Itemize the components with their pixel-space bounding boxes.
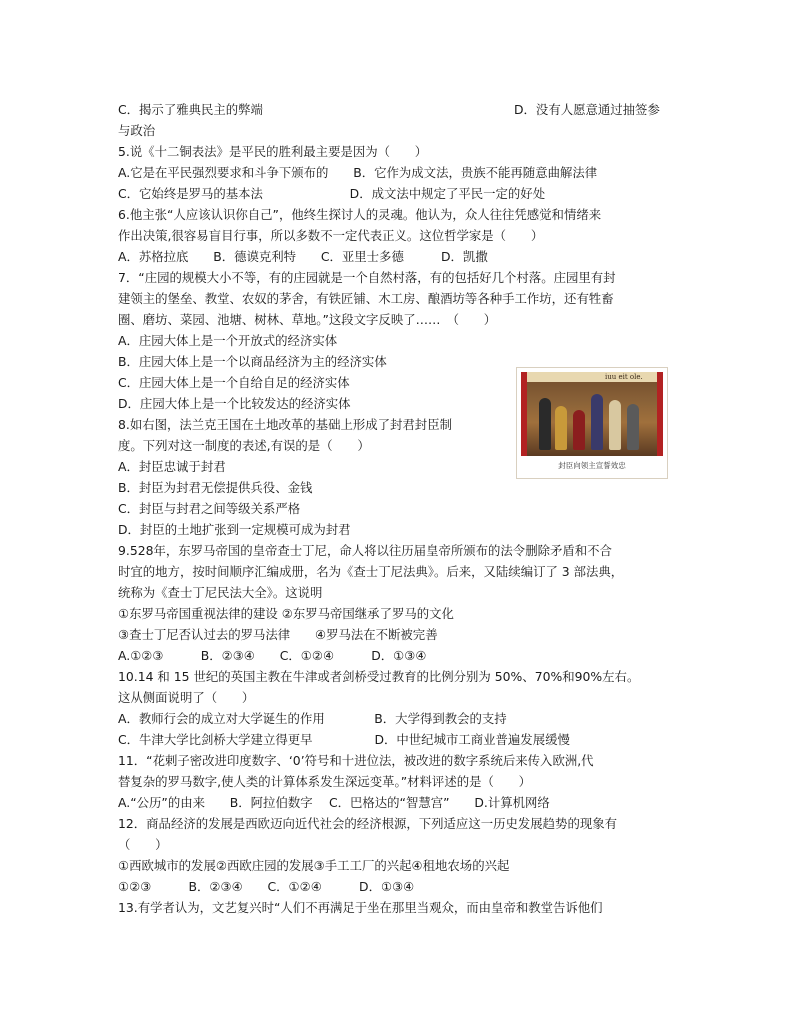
text-line: 7．“庄园的规模大小不等，有的庄园就是一个自然村落，有的包括好几个村落。庄园里有封 (118, 270, 616, 285)
text-line: D．没有人愿意通过抽签参 (514, 102, 660, 117)
figure-person (591, 394, 603, 450)
feudal-oath-illustration (521, 372, 663, 456)
text-line: A．教师行会的成立对大学诞生的作用 B．大学得到教会的支持 (118, 711, 507, 726)
text-line: 9.528年，东罗马帝国的皇帝查士丁尼，命人将以往历届皇帝所颁布的法令删除矛盾和不合 (118, 543, 612, 558)
figure-person (573, 410, 585, 450)
text-line: 12．商品经济的发展是西欧迈向近代社会的经济根源，下列适应这一历史发展趋势的现象有 (118, 816, 618, 831)
text-line: 10.14 和 15 世纪的英国主教在牛津或者剑桥受过教育的比例分别为 50%、70%和90%左右。 (118, 669, 640, 684)
text-line: C．它始终是罗马的基本法 D．成文法中规定了平民一定的好处 (118, 186, 546, 201)
figure-caption: 封臣向领主宣誓效忠 (558, 461, 626, 470)
feudal-oath-figure (516, 367, 668, 479)
figure-person (555, 406, 567, 450)
text-line: ①②③ B．②③④ C．①②④ D．①③④ (118, 879, 415, 894)
text-line: 8.如右图，法兰克王国在土地改革的基础上形成了封君封臣制 (118, 417, 452, 432)
text-line: A．封臣忠诚于封君 (118, 459, 226, 474)
text-line: D．庄园大体上是一个比较发达的经济实体 (118, 396, 351, 411)
text-line: 13.有学者认为，文艺复兴时“人们不再满足于坐在那里当观众，而由皇帝和教堂告诉他们 (118, 900, 603, 915)
text-line: 建领主的堡垒、教堂、农奴的茅舍，有铁匠铺、木工房、酿酒坊等各种手工作坊，还有牲畜 (118, 291, 614, 306)
text-line: C．揭示了雅典民主的弊端 (118, 102, 263, 117)
text-line: 度。下列对这一制度的表述,有误的是（ ） (118, 438, 370, 453)
text-line: 11．“花剌子密改进印度数字、‘0’符号和十进位法，被改进的数字系统后来传入欧洲,代 (118, 753, 594, 768)
text-line: B．封臣为封君无偿提供兵役、金钱 (118, 480, 313, 495)
illustration-inscription: iuu eit ole. (605, 373, 643, 381)
text-line: D．封臣的土地扩张到一定规模可成为封君 (118, 522, 351, 537)
text-line: C．庄园大体上是一个自给自足的经济实体 (118, 375, 350, 390)
text-line: 时宜的地方，按时间顺序汇编成册，名为《查士丁尼法典》。后来，又陆续编订了 3 部法典， (118, 564, 624, 579)
text-line: A.①②③ B．②③④ C．①②④ D．①③④ (118, 648, 427, 663)
text-line: A.“公历”的由来 B．阿拉伯数字 C．巴格达的“智慧宫” D.计算机网络 (118, 795, 550, 810)
figure-person (539, 398, 551, 450)
text-line: B．庄园大体上是一个以商品经济为主的经济实体 (118, 354, 387, 369)
text-line: 替复杂的罗马数字,使人类的计算体系发生深远变革。”材料评述的是（ ） (118, 774, 532, 789)
text-line: （ ） (118, 837, 168, 852)
text-line: 作出决策,很容易盲目行事，所以多数不一定代表正义。这位哲学家是（ ） (118, 228, 544, 243)
figure-person (609, 400, 621, 450)
text-line: C．牛津大学比剑桥大学建立得更早 D．中世纪城市工商业普遍发展缓慢 (118, 732, 570, 747)
text-line: 6.他主张“人应该认识你自己”，他终生探讨人的灵魂。他认为，众人往往凭感觉和情绪来 (118, 207, 602, 222)
text-line: 这从侧面说明了（ ） (118, 690, 255, 705)
figure-person (627, 404, 639, 450)
text-line: A．庄园大体上是一个开放式的经济实体 (118, 333, 338, 348)
text-line: 统称为《查士丁尼民法大全》。这说明 (118, 585, 323, 600)
text-line: 与政治 (118, 123, 156, 138)
text-line: ①西欧城市的发展②西欧庄园的发展③手工工厂的兴起④租地农场的兴起 (118, 858, 510, 873)
text-line: ①东罗马帝国重视法律的建设 ②东罗马帝国继承了罗马的文化 (118, 606, 454, 621)
text-line: C．封臣与封君之间等级关系严格 (118, 501, 301, 516)
text-line: 5.说《十二铜表法》是平民的胜利最主要是因为（ ） (118, 144, 428, 159)
text-line: A．苏格拉底 B．德谟克利特 C．亚里士多德 D．凯撒 (118, 249, 488, 264)
text-line: A.它是在平民强烈要求和斗争下颁布的 B．它作为成文法，贵族不能再随意曲解法律 (118, 165, 598, 180)
text-line: ③查士丁尼否认过去的罗马法律 ④罗马法在不断被完善 (118, 627, 438, 642)
text-line: 圈、磨坊、菜园、池塘、树林、草地。”这段文字反映了…… （ ） (118, 312, 497, 327)
